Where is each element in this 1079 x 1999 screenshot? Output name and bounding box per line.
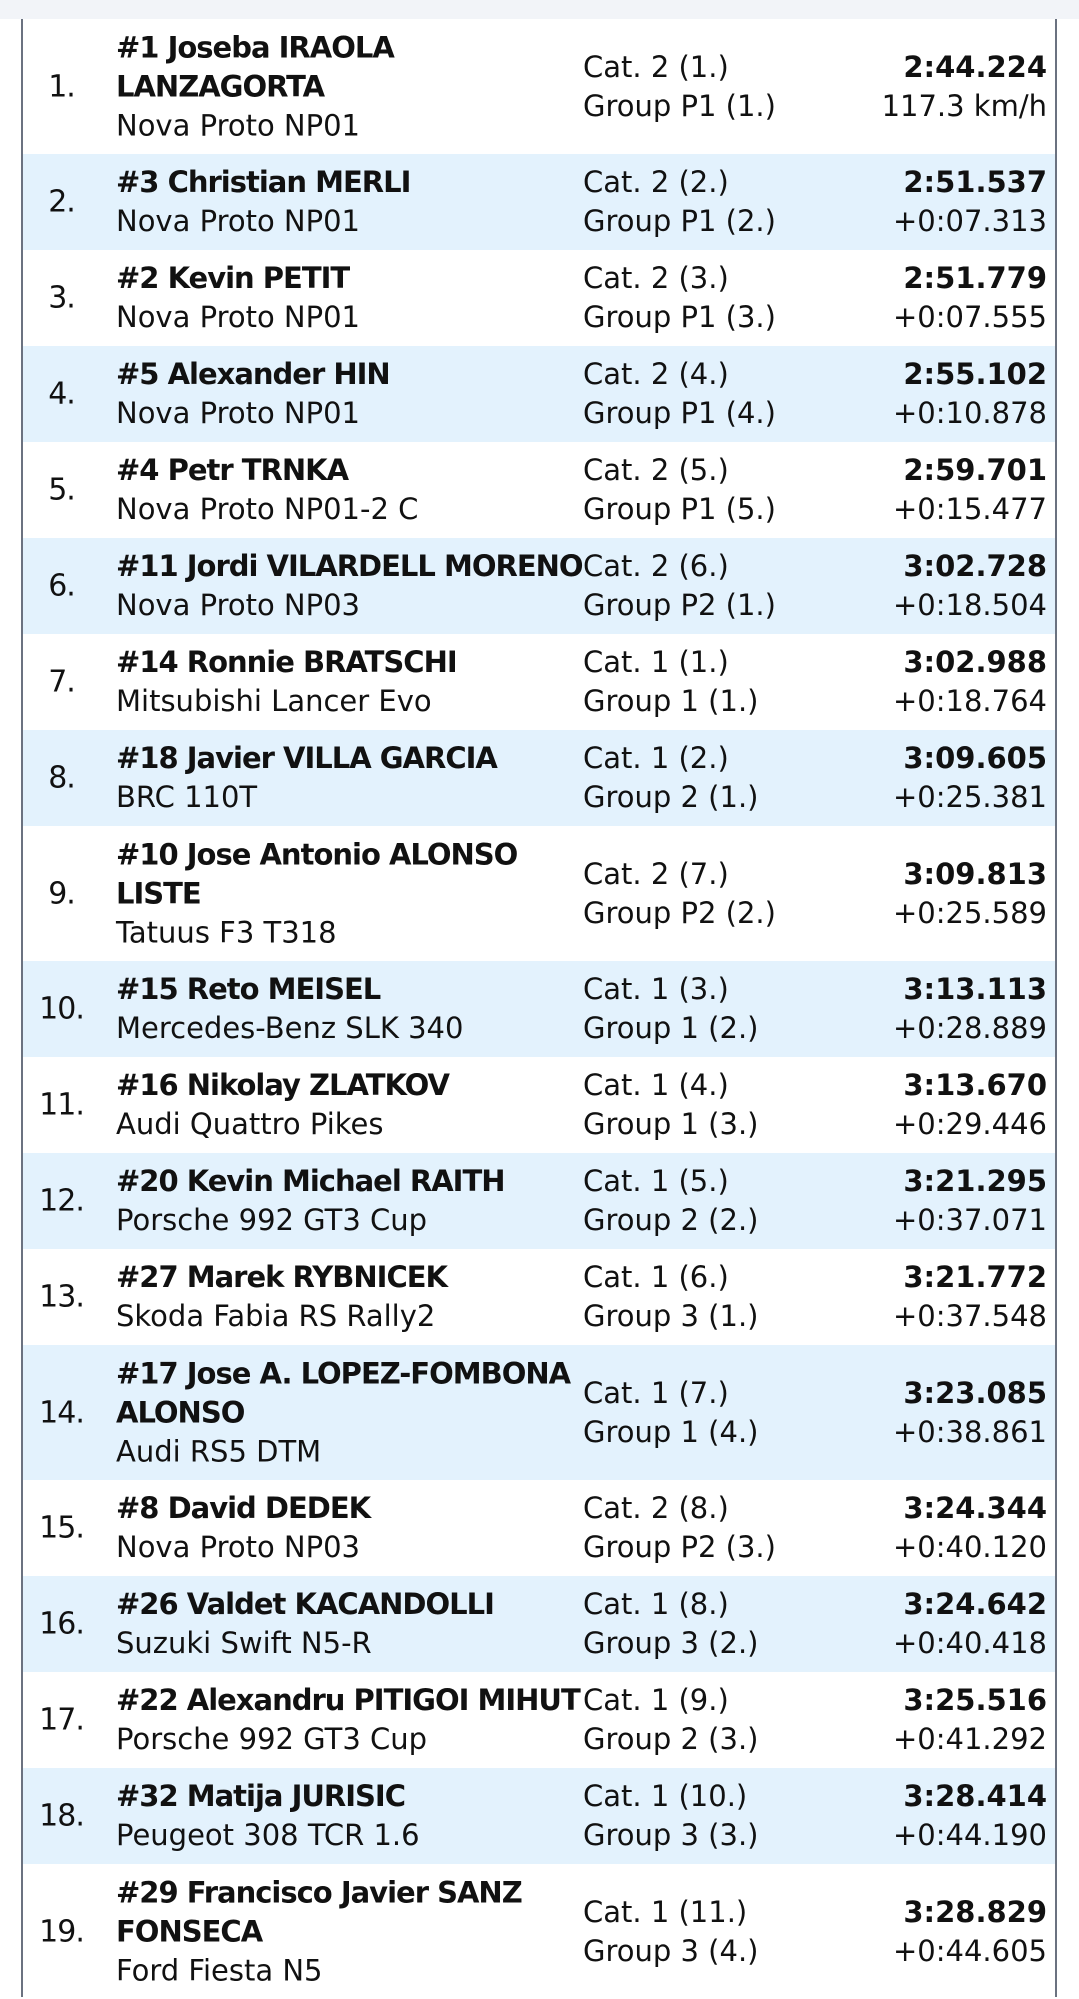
- class-cell: [583, 1489, 776, 1567]
- group: Group 2 (2.): [583, 1203, 759, 1237]
- class-cell: [583, 970, 758, 1048]
- car-model: Peugeot 308 TCR 1.6: [116, 1818, 420, 1852]
- group: Group 1 (4.): [583, 1414, 759, 1449]
- time-gap: +0:44.605: [893, 1933, 1047, 1968]
- table-row[interactable]: [23, 826, 1055, 961]
- driver-cell: [116, 643, 596, 721]
- driver-cell: [116, 1777, 596, 1855]
- position: 16.: [39, 1606, 84, 1642]
- position: 1.: [48, 69, 75, 104]
- car-model: Audi RS5 DTM: [116, 1434, 322, 1468]
- category: Cat. 2 (4.): [583, 357, 729, 391]
- time-gap: +0:25.589: [893, 895, 1047, 930]
- category: Cat. 2 (5.): [583, 453, 729, 487]
- class-cell: [583, 1162, 758, 1240]
- driver-name: #22 Alexandru PITIGOI MIHUT: [116, 1683, 580, 1717]
- table-row[interactable]: [23, 154, 1055, 250]
- class-cell: [583, 1585, 758, 1663]
- driver-name: #1 Joseba IRAOLA LANZAGORTA: [116, 30, 394, 103]
- top-bar: [0, 0, 1079, 19]
- position: 2.: [48, 184, 75, 220]
- driver-cell: [116, 970, 596, 1048]
- position: 5.: [48, 472, 75, 508]
- category: Cat. 1 (3.): [583, 972, 729, 1006]
- group: Group P1 (3.): [583, 300, 776, 334]
- driver-name: #16 Nikolay ZLATKOV: [116, 1068, 449, 1102]
- driver-cell: [116, 1354, 596, 1471]
- car-model: Suzuki Swift N5-R: [116, 1626, 372, 1660]
- category: Cat. 2 (2.): [583, 165, 729, 199]
- driver-name: #17 Jose A. LOPEZ-FOMBONA ALONSO: [116, 1356, 571, 1429]
- class-cell: [583, 1681, 758, 1759]
- time-cell: [893, 163, 1047, 241]
- time-gap: +0:40.418: [893, 1626, 1047, 1660]
- run-time: 3:13.113: [903, 972, 1047, 1006]
- run-time: 3:25.516: [903, 1683, 1047, 1717]
- position: 15.: [39, 1510, 84, 1546]
- car-model: Nova Proto NP03: [116, 588, 361, 622]
- run-time: 3:09.605: [903, 741, 1047, 775]
- car-model: Nova Proto NP03: [116, 1530, 361, 1564]
- driver-cell: [116, 28, 596, 145]
- car-model: Mercedes-Benz SLK 340: [116, 1011, 464, 1045]
- class-cell: [583, 48, 776, 126]
- run-time: 3:09.813: [903, 856, 1047, 891]
- table-row[interactable]: [23, 1768, 1055, 1864]
- table-row[interactable]: [23, 961, 1055, 1057]
- car-model: Audi Quattro Pikes: [116, 1107, 384, 1141]
- driver-name: #11 Jordi VILARDELL MORENO: [116, 549, 583, 583]
- car-model: Porsche 992 GT3 Cup: [116, 1722, 428, 1756]
- position: 19.: [39, 1914, 84, 1949]
- group: Group P1 (1.): [583, 88, 776, 123]
- group: Group P2 (1.): [583, 588, 776, 622]
- car-model: Nova Proto NP01-2 C: [116, 492, 419, 526]
- group: Group 3 (4.): [583, 1933, 759, 1968]
- driver-name: #26 Valdet KACANDOLLI: [116, 1587, 494, 1621]
- position: 7.: [48, 664, 75, 700]
- class-cell: [583, 1258, 758, 1336]
- time-cell: [893, 451, 1047, 529]
- time-gap: +0:29.446: [893, 1107, 1047, 1141]
- table-row[interactable]: [23, 346, 1055, 442]
- class-cell: [583, 355, 776, 433]
- position: 3.: [48, 280, 75, 316]
- driver-cell: [116, 1258, 596, 1336]
- driver-name: #2 Kevin PETIT: [116, 261, 350, 295]
- run-time: 2:51.779: [903, 261, 1047, 295]
- time-cell: [893, 1374, 1047, 1452]
- time-cell: [893, 1489, 1047, 1567]
- time-gap: +0:41.292: [893, 1722, 1047, 1756]
- time-cell: [893, 970, 1047, 1048]
- driver-name: #3 Christian MERLI: [116, 165, 411, 199]
- car-model: Porsche 992 GT3 Cup: [116, 1203, 428, 1237]
- group: Group 1 (1.): [583, 684, 759, 718]
- group: Group 3 (1.): [583, 1299, 759, 1333]
- group: Group P2 (3.): [583, 1530, 776, 1564]
- run-time: 3:13.670: [903, 1068, 1047, 1102]
- driver-name: #29 Francisco Javier SANZ FONSECA: [116, 1875, 522, 1948]
- car-model: Nova Proto NP01: [116, 108, 361, 142]
- table-row[interactable]: [23, 1345, 1055, 1480]
- car-model: Skoda Fabia RS Rally2: [116, 1299, 436, 1333]
- position: 13.: [39, 1279, 84, 1315]
- time-gap: +0:18.764: [893, 684, 1047, 718]
- class-cell: [583, 259, 776, 337]
- category: Cat. 1 (8.): [583, 1587, 729, 1621]
- class-cell: [583, 547, 776, 625]
- time-cell: [893, 1777, 1047, 1855]
- driver-name: #15 Reto MEISEL: [116, 972, 381, 1006]
- group: Group 3 (3.): [583, 1818, 759, 1852]
- driver-name: #18 Javier VILLA GARCIA: [116, 741, 497, 775]
- time-cell: [893, 1893, 1047, 1971]
- table-row[interactable]: [23, 250, 1055, 346]
- time-cell: [882, 48, 1047, 126]
- run-time: 3:02.728: [903, 549, 1047, 583]
- time-cell: [893, 1066, 1047, 1144]
- category: Cat. 1 (4.): [583, 1068, 729, 1102]
- time-gap: +0:15.477: [893, 492, 1047, 526]
- run-time: 3:21.295: [903, 1164, 1047, 1198]
- driver-cell: [116, 1066, 596, 1144]
- time-gap: +0:28.889: [893, 1011, 1047, 1045]
- position: 11.: [39, 1087, 84, 1123]
- run-time: 3:28.829: [903, 1894, 1047, 1929]
- run-time: 3:21.772: [903, 1260, 1047, 1294]
- position: 6.: [48, 568, 75, 604]
- car-model: Tatuus F3 T318: [116, 915, 337, 949]
- position: 12.: [39, 1183, 84, 1219]
- category: Cat. 2 (6.): [583, 549, 729, 583]
- driver-cell: [116, 835, 596, 952]
- category: Cat. 1 (11.): [583, 1894, 748, 1929]
- run-time: 2:55.102: [903, 357, 1047, 391]
- driver-cell: [116, 547, 596, 625]
- table-row[interactable]: [23, 442, 1055, 538]
- category: Cat. 1 (5.): [583, 1164, 729, 1198]
- category: Cat. 1 (9.): [583, 1683, 729, 1717]
- driver-cell: [116, 163, 596, 241]
- time-cell: [893, 1258, 1047, 1336]
- class-cell: [583, 1374, 758, 1452]
- position: 14.: [39, 1395, 84, 1430]
- category: Cat. 1 (7.): [583, 1375, 729, 1410]
- table-row[interactable]: [23, 1057, 1055, 1153]
- category: Cat. 1 (6.): [583, 1260, 729, 1294]
- table-row[interactable]: [23, 730, 1055, 826]
- time-gap: 117.3 km/h: [881, 88, 1047, 123]
- driver-cell: [116, 451, 596, 529]
- driver-cell: [116, 1873, 596, 1990]
- group: Group 1 (2.): [583, 1011, 759, 1045]
- time-cell: [893, 355, 1047, 433]
- driver-cell: [116, 1162, 596, 1240]
- table-row[interactable]: [23, 1576, 1055, 1672]
- table-row[interactable]: [23, 1672, 1055, 1768]
- category: Cat. 1 (2.): [583, 741, 729, 775]
- driver-cell: [116, 1681, 596, 1759]
- category: Cat. 1 (1.): [583, 645, 729, 679]
- driver-cell: [116, 1489, 596, 1567]
- table-row[interactable]: [23, 1864, 1055, 1999]
- car-model: Mitsubishi Lancer Evo: [116, 684, 432, 718]
- position: 9.: [48, 876, 75, 911]
- class-cell: [583, 1066, 758, 1144]
- time-gap: +0:37.548: [893, 1299, 1047, 1333]
- driver-name: #4 Petr TRNKA: [116, 453, 349, 487]
- run-time: 2:44.224: [903, 49, 1047, 84]
- time-cell: [893, 643, 1047, 721]
- car-model: Nova Proto NP01: [116, 204, 361, 238]
- position: 17.: [39, 1702, 84, 1738]
- driver-name: #8 David DEDEK: [116, 1491, 371, 1525]
- time-gap: +0:18.504: [893, 588, 1047, 622]
- class-cell: [583, 163, 776, 241]
- run-time: 3:02.988: [903, 645, 1047, 679]
- class-cell: [583, 855, 776, 933]
- group: Group 3 (2.): [583, 1626, 759, 1660]
- group: Group P2 (2.): [583, 895, 776, 930]
- driver-name: #10 Jose Antonio ALONSO LISTE: [116, 837, 518, 910]
- car-model: Nova Proto NP01: [116, 396, 361, 430]
- car-model: Ford Fiesta N5: [116, 1953, 323, 1987]
- table-row[interactable]: [23, 19, 1055, 154]
- table-row[interactable]: [23, 1153, 1055, 1249]
- driver-cell: [116, 1585, 596, 1663]
- driver-name: #27 Marek RYBNICEK: [116, 1260, 448, 1294]
- time-cell: [893, 259, 1047, 337]
- time-gap: +0:10.878: [893, 396, 1047, 430]
- position: 8.: [48, 760, 75, 796]
- group: Group P1 (2.): [583, 204, 776, 238]
- car-model: Nova Proto NP01: [116, 300, 361, 334]
- group: Group P1 (5.): [583, 492, 776, 526]
- group: Group 1 (3.): [583, 1107, 759, 1141]
- time-gap: +0:40.120: [893, 1530, 1047, 1564]
- table-row[interactable]: [23, 634, 1055, 730]
- class-cell: [583, 1777, 758, 1855]
- run-time: 3:24.344: [903, 1491, 1047, 1525]
- run-time: 3:23.085: [903, 1375, 1047, 1410]
- time-cell: [893, 1681, 1047, 1759]
- time-gap: +0:25.381: [893, 780, 1047, 814]
- time-gap: +0:44.190: [893, 1818, 1047, 1852]
- results-table: [21, 19, 1057, 1997]
- time-gap: +0:07.555: [893, 300, 1047, 334]
- car-model: BRC 110T: [116, 780, 258, 814]
- position: 10.: [39, 991, 84, 1027]
- run-time: 3:24.642: [903, 1587, 1047, 1621]
- time-gap: +0:38.861: [893, 1414, 1047, 1449]
- class-cell: [583, 1893, 758, 1971]
- driver-cell: [116, 355, 596, 433]
- time-gap: +0:07.313: [893, 204, 1047, 238]
- class-cell: [583, 451, 776, 529]
- driver-name: #14 Ronnie BRATSCHI: [116, 645, 457, 679]
- position: 18.: [39, 1798, 84, 1834]
- time-cell: [893, 1162, 1047, 1240]
- class-cell: [583, 643, 758, 721]
- time-cell: [893, 1585, 1047, 1663]
- category: Cat. 2 (8.): [583, 1491, 729, 1525]
- table-row[interactable]: [23, 1249, 1055, 1345]
- run-time: 2:59.701: [903, 453, 1047, 487]
- group: Group 2 (1.): [583, 780, 759, 814]
- time-cell: [893, 547, 1047, 625]
- table-row[interactable]: [23, 538, 1055, 634]
- category: Cat. 2 (7.): [583, 856, 729, 891]
- table-row[interactable]: [23, 1480, 1055, 1576]
- class-cell: [583, 739, 758, 817]
- run-time: 3:28.414: [903, 1779, 1047, 1813]
- driver-name: #5 Alexander HIN: [116, 357, 390, 391]
- time-cell: [893, 855, 1047, 933]
- category: Cat. 2 (1.): [583, 49, 729, 84]
- group: Group 2 (3.): [583, 1722, 759, 1756]
- driver-name: #20 Kevin Michael RAITH: [116, 1164, 505, 1198]
- driver-name: #32 Matija JURISIC: [116, 1779, 406, 1813]
- category: Cat. 1 (10.): [583, 1779, 748, 1813]
- time-gap: +0:37.071: [893, 1203, 1047, 1237]
- driver-cell: [116, 739, 596, 817]
- category: Cat. 2 (3.): [583, 261, 729, 295]
- time-cell: [893, 739, 1047, 817]
- position: 4.: [48, 376, 75, 412]
- driver-cell: [116, 259, 596, 337]
- group: Group P1 (4.): [583, 396, 776, 430]
- run-time: 2:51.537: [903, 165, 1047, 199]
